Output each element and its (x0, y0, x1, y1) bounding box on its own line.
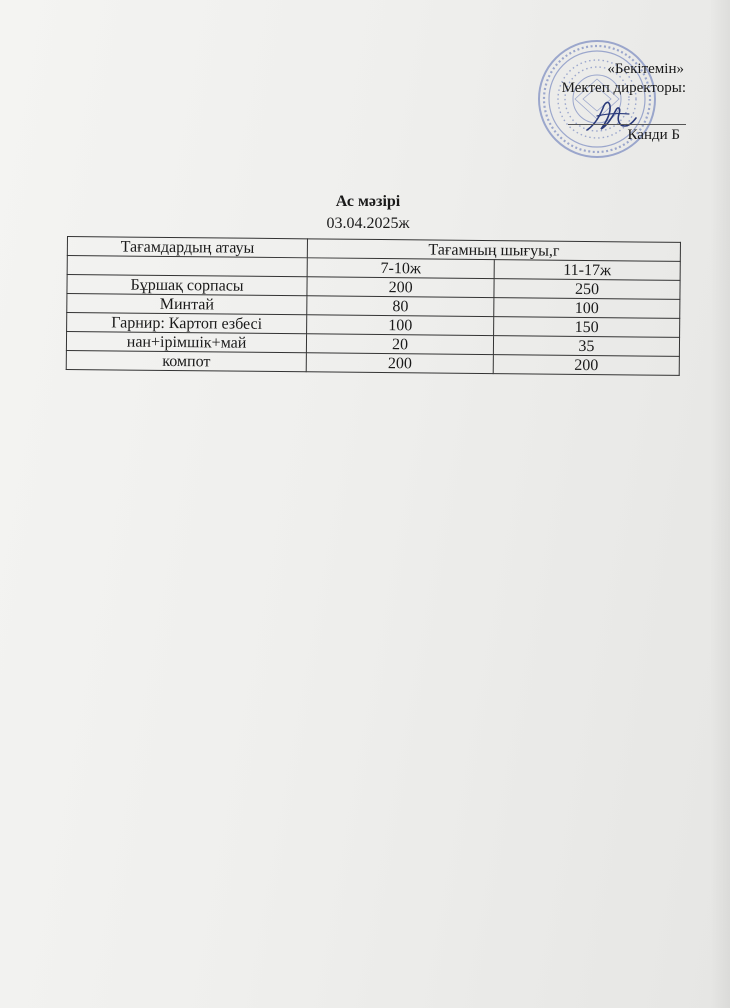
portion-11-17-cell: 100 (494, 298, 680, 319)
header-dish-name: Тағамдардың атауы (67, 237, 307, 258)
approval-block (486, 60, 686, 98)
portion-7-10-cell: 20 (307, 334, 494, 355)
portion-7-10-cell: 100 (307, 315, 494, 336)
document-title: Ас мәзірі (335, 193, 401, 210)
dish-cell: нан+ірімшік+май (66, 332, 306, 353)
header-age-11-17: 11-17ж (494, 260, 680, 281)
header-yield: Тағамның шығуы,г (307, 239, 680, 262)
signature-line (568, 124, 686, 125)
dish-cell: компот (66, 350, 306, 371)
menu-table (66, 236, 681, 376)
portion-11-17-cell: 200 (493, 355, 679, 376)
portion-7-10-cell: 80 (307, 296, 494, 317)
dish-cell: Минтай (67, 294, 307, 315)
portion-7-10-cell: 200 (306, 353, 493, 374)
dish-cell: Бұршақ сорпасы (67, 275, 307, 296)
header-empty-cell (67, 256, 307, 277)
director-name: Канди Б (627, 127, 680, 143)
approval-position: Мектеп директоры: (561, 80, 686, 96)
portion-11-17-cell: 150 (494, 317, 680, 338)
portion-11-17-cell: 250 (494, 279, 680, 300)
portion-11-17-cell: 35 (493, 336, 679, 357)
page-shadow (710, 0, 730, 1008)
portion-7-10-cell: 200 (307, 277, 494, 298)
document-date: 03.04.2025ж (326, 215, 410, 232)
header-age-7-10: 7-10ж (307, 258, 494, 279)
approval-heading: «Бекітемін» (607, 61, 684, 77)
dish-cell: Гарнир: Картоп езбесі (67, 313, 307, 334)
